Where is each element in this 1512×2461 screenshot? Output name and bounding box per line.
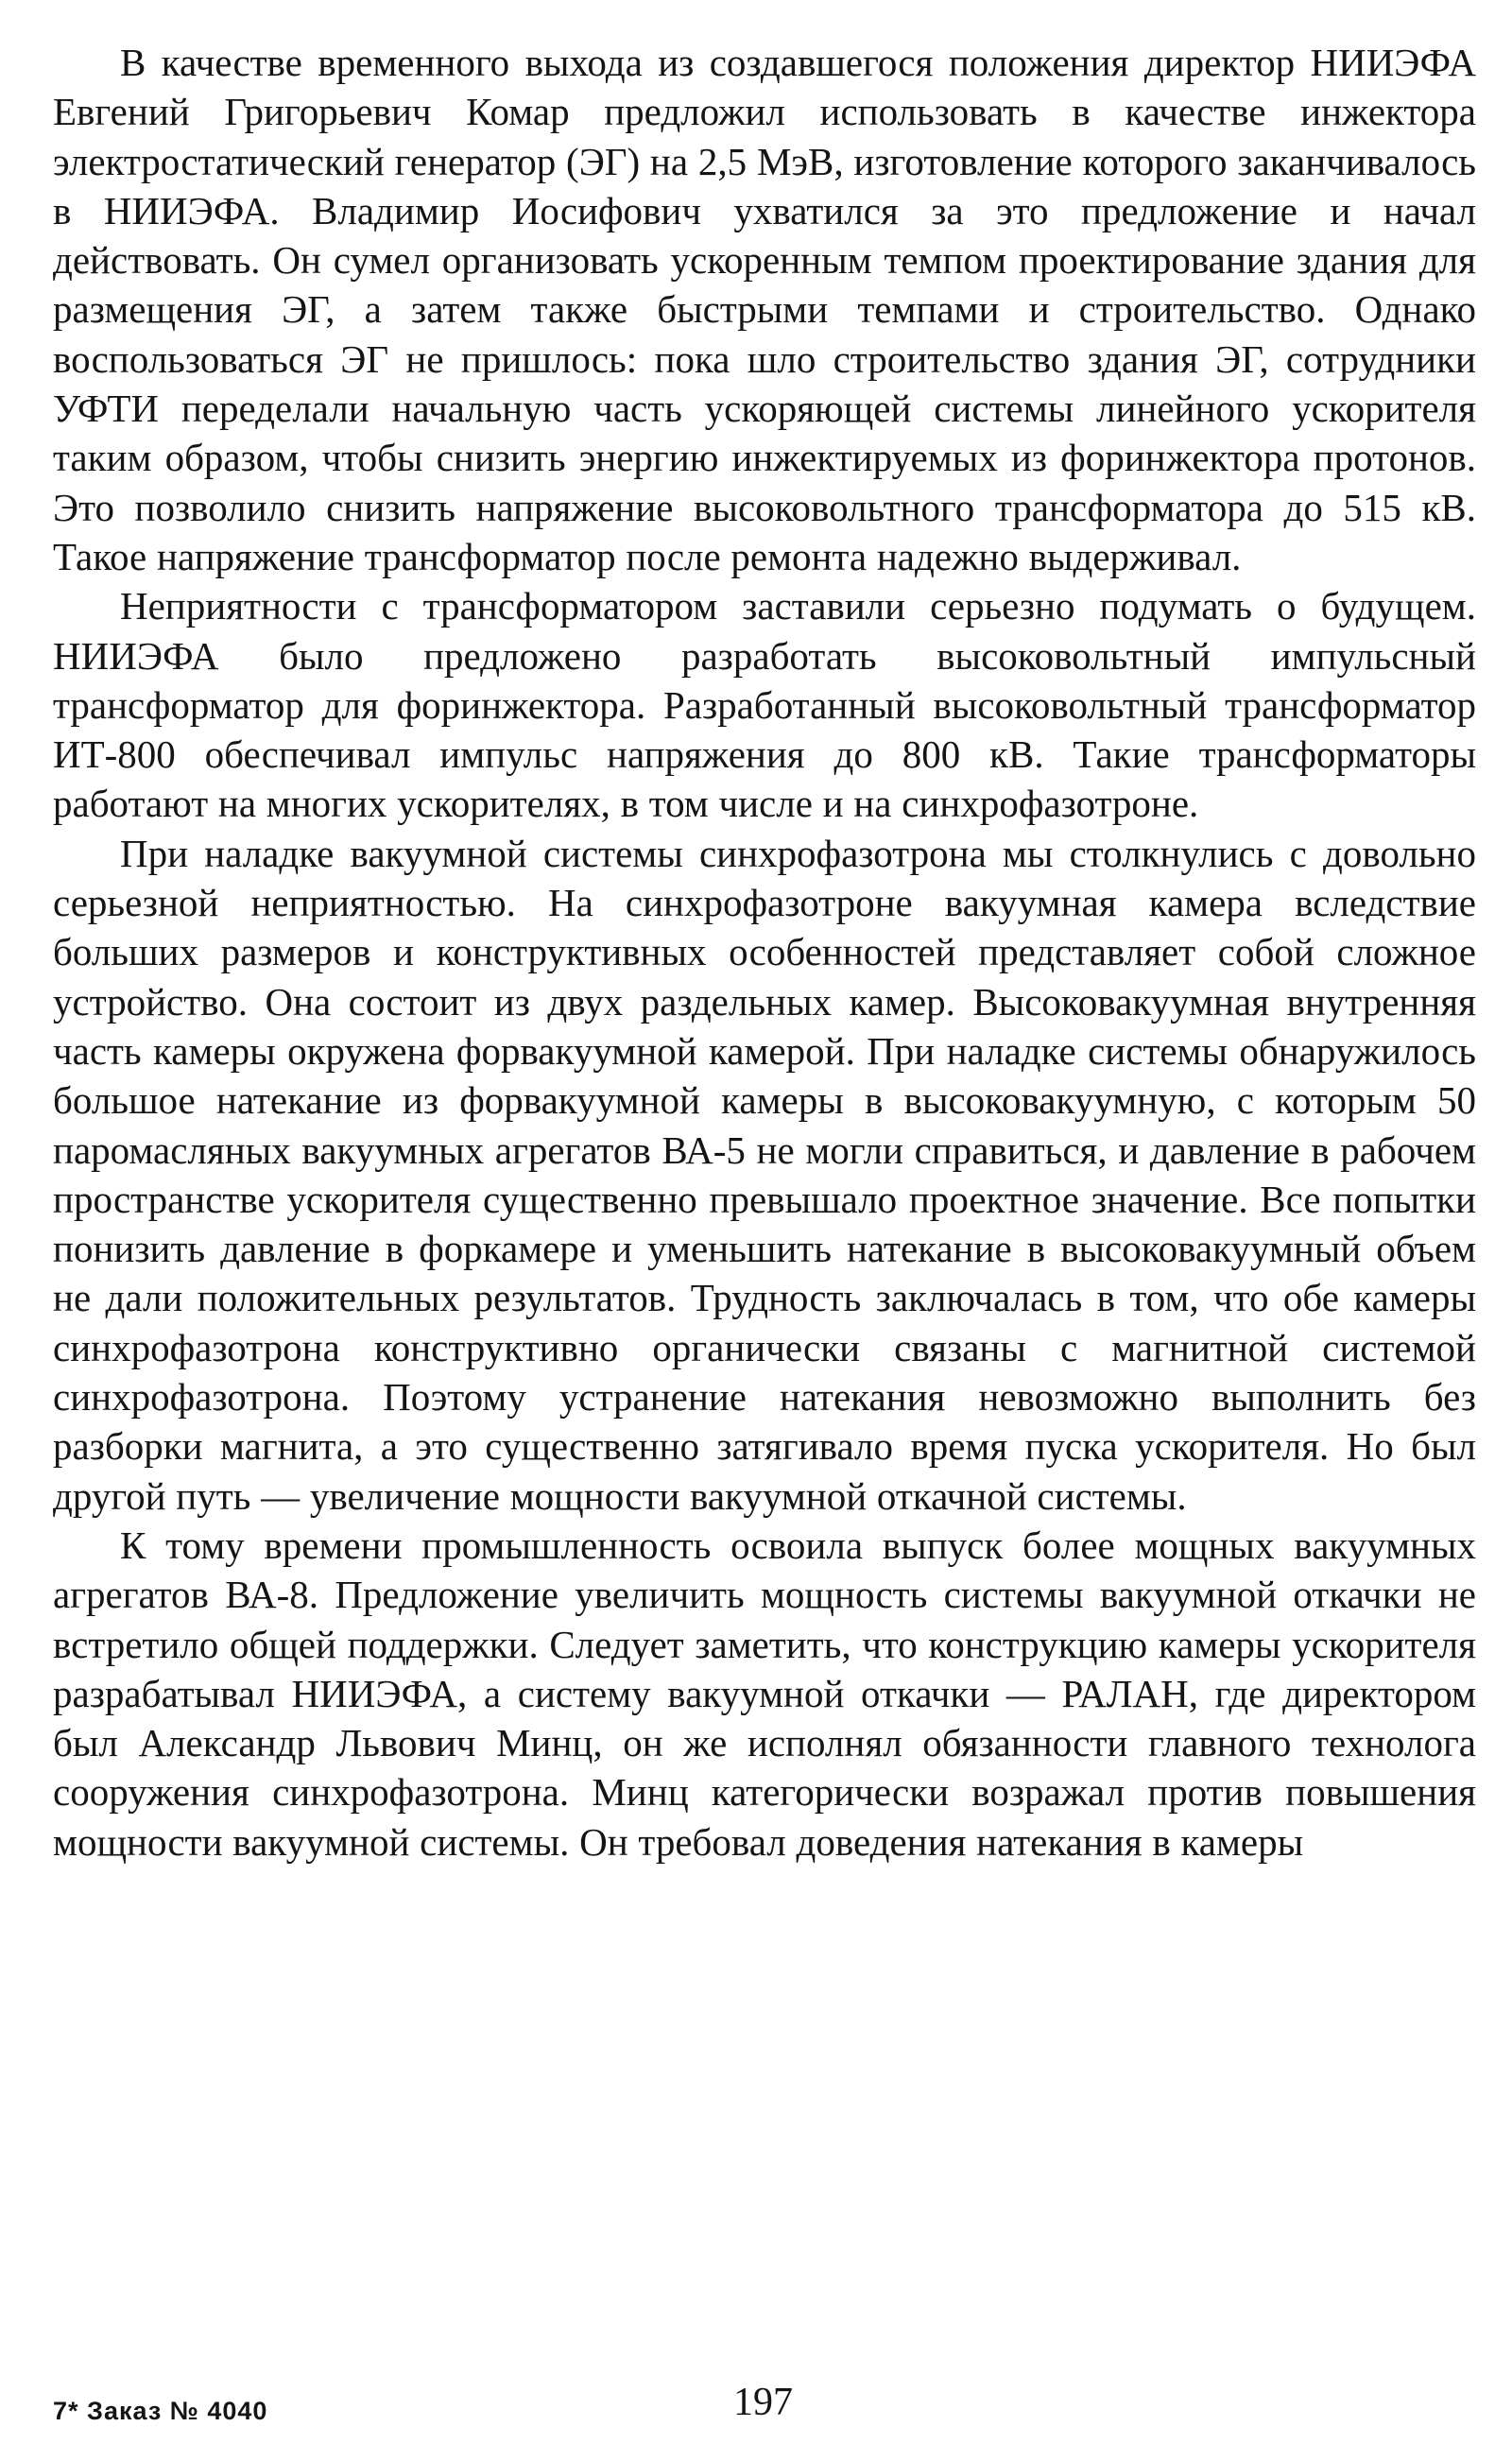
paragraph-2: Неприятности с трансформатором заставили серьезно подумать о будущем. НИИЭФА было предложено разработать высоковольтный импульсный трансформатор для форинжектора. Разработанный высоковольтный трансформатор ИТ-800 обеспечивал импульс напряжения до 800 кВ. Такие трансформаторы работают на многих ускорителях, в том числе и на синхрофазотроне. bbox=[53, 584, 1476, 826]
page-footer bbox=[53, 2380, 1476, 2436]
paragraph-1: В качестве временного выхода из создавшегося положения директор НИИЭФА Евгений Григорьевич Комар предложил использовать в качестве инжектора электростатический генератор (ЭГ) на 2,5 МэВ, изготовление которого заканчивалось в НИИЭФА. Владимир Иосифович ухватился за это предложение и начал действовать. Он сумел организовать ускоренным темпом проектирование здания для размещения ЭГ, а затем также быстрыми темпами и строительство. Однако воспользоваться ЭГ не пришлось: пока шло строительство здания ЭГ, сотрудники УФТИ переделали начальную часть ускоряющей системы линейного ускорителя таким образом, чтобы снизить энергию инжектируемых из форинжектора протонов. Это позволило снизить напряжение высоковольтного трансформатора до 515 кВ. Такое напряжение трансформатор после ремонта надежно выдерживал. bbox=[53, 41, 1476, 578]
page-number: 197 bbox=[733, 2381, 793, 2424]
printer-signature: 7* Заказ № 4040 bbox=[53, 2397, 268, 2425]
body-text bbox=[53, 38, 1476, 1867]
paragraph-4: К тому времени промышленность освоила выпуск более мощных вакуумных агрегатов ВА-8. Предложение увеличить мощность системы вакуумной откачки не встретило общей поддержки. Следует заметить, что конструкцию камеры ускорителя разрабатывал НИИЭФА, а систему вакуумной откачки — РАЛАН, где директором был Александр Львович Минц, он же исполнял обязанности главного технолога сооружения синхрофазотрона. Минц категорически возражал против повышения мощности вакуумной системы. Он требовал доведения натекания в камеры bbox=[53, 1523, 1476, 1864]
paragraph-3: При наладке вакуумной системы синхрофазотрона мы столкнулись с довольно серьезной неприятностью. На синхрофазотроне вакуумная камера вследствие больших размеров и конструктивных особенностей представляет собой сложное устройство. Она состоит из двух раздельных камер. Высоковакуумная внутренняя часть камеры окружена форвакуумной камерой. При наладке системы обнаружилось большое натекание из форвакуумной камеры в высоковакуумную, с которым 50 паромасляных вакуумных агрегатов ВА-5 не могли справиться, и давление в рабочем пространстве ускорителя существенно превышало проектное значение. Все попытки понизить давление в форкамере и уменьшить натекание в высоковакуумный объем не дали положительных результатов. Трудность заключалась в том, что обе камеры синхрофазотрона конструктивно органически связаны с магнитной системой синхрофазотрона. Поэтому устранение натекания невозможно выполнить без разборки магнита, а это существенно затягивало время пуска ускорителя. Но был другой путь — увеличение мощности вакуумной откачной системы. bbox=[53, 831, 1476, 1518]
page bbox=[53, 38, 1476, 1867]
